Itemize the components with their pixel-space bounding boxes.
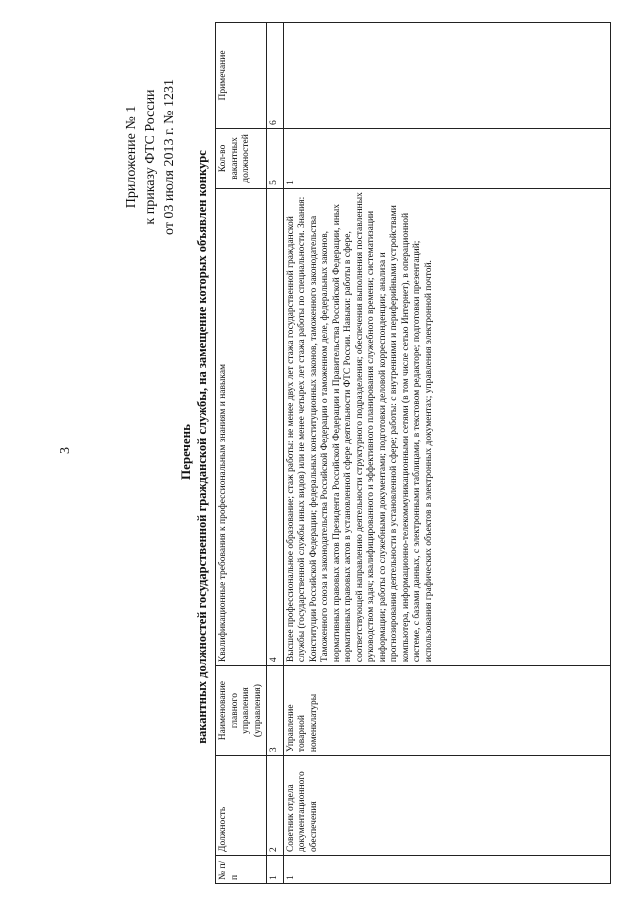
row-number: 1 (283, 856, 610, 884)
column-number: 1 (267, 856, 284, 884)
header-requirements: Квалификационные требования к профессиональным знаниям и навыкам (216, 188, 267, 665)
row-note (283, 23, 610, 129)
header-position: Должность (216, 756, 267, 856)
appendix-line-3: от 03 июля 2013 г. № 1231 (162, 79, 177, 235)
column-number: 3 (267, 666, 284, 756)
vacancies-table (215, 22, 611, 884)
appendix-line-2: к приказу ФТС России (143, 89, 158, 225)
document-title: Перечень (178, 423, 193, 481)
header-department: Наименование главного управления (управления) (216, 666, 267, 756)
header-number: № п/п (216, 856, 267, 884)
header-note: Примечание (216, 23, 267, 129)
column-number: 4 (267, 188, 284, 665)
page-number: 3 (58, 447, 73, 454)
table-row (283, 23, 610, 884)
column-number-row (267, 23, 284, 884)
document-page (50, 2, 590, 902)
row-position: Советник отдела документационного обеспечения (283, 756, 610, 856)
appendix-block (122, 12, 179, 302)
row-vacancy-count: 1 (283, 128, 610, 188)
column-number: 2 (267, 756, 284, 856)
row-requirements: Высшее профессиональное образование; стаж работы: не менее двух лет стажа государственной гражданской службы (государственной службы иных видов) или не менее четырех лет стажа работы по специальности. Знания: Конституции Российской Федерации; федеральных конституционных законов, таможенного законодательства Таможенного союза и законодательства Российской Федерации о таможенном деле, федеральных законов, нормативных правовых актов Президента Российской Федерации и Правительства Российской Федерации, иных нормативных правовых актов в установленной сфере деятельности ФТС России. Навыки: работы в сфере, соответствующей направлению деятельности структурного подразделения; обеспечения выполнения поставленных руководством задач; квалифицированного и эффективного планирования служебного времени; систематизации информации; работы со служебными документами; подготовки деловой корреспонденции; анализа и прогнозирования деятельности в установленной сфере; работы: с внутренними и периферийными устройствами компьютера, информационно-телекоммуникационными сетями (в том числе сетью Интернет), в операционной системе, с базами данных, с электронными таблицами, в текстовом редакторе; подготовки презентаций; использования графических объектов в электронных документах; управления электронной почтой. (283, 188, 610, 665)
table-header-row (216, 23, 267, 884)
row-department: Управление товарной номенклатуры (283, 666, 610, 756)
header-vacancy-count: Кол-во вакантных должностей (216, 128, 267, 188)
column-number: 6 (267, 23, 284, 129)
document-subtitle: вакантных должностей государственной гражданской службы, на замещение которых объявлен конкурс (195, 150, 209, 744)
column-number: 5 (267, 128, 284, 188)
appendix-line-1: Приложение № 1 (124, 105, 139, 209)
